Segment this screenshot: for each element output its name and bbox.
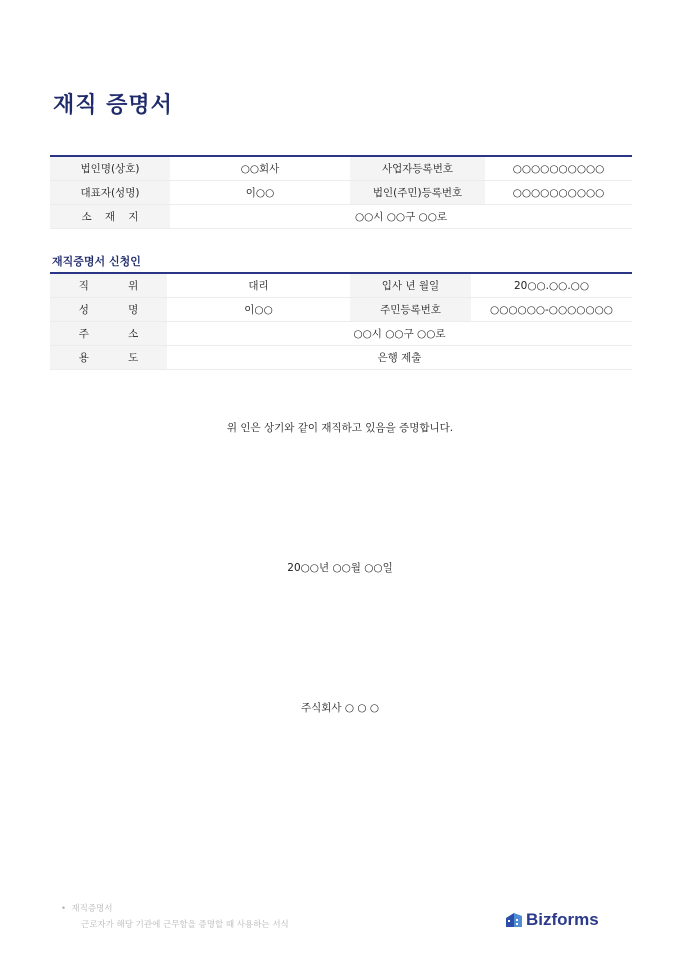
issue-date: 20○○년 ○○월 ○○일 [287, 562, 393, 574]
footer-doc-name: 재직증명서 [71, 904, 113, 914]
table-row [50, 156, 632, 181]
document-title: 재직 증명서 [53, 93, 173, 118]
footer-description: 근로자가 해당 기관에 근무함을 증명할 때 사용하는 서식 [81, 920, 289, 930]
name-label: 성 명 [50, 298, 167, 322]
brand-name: Bizforms [526, 910, 599, 929]
table-row [50, 181, 632, 205]
applicant-heading: 재직증명서 신청인 [52, 255, 141, 268]
id-number-label: 주민등록번호 [350, 298, 471, 322]
purpose-label: 용 도 [50, 346, 167, 370]
ceo-label: 대표자(성명) [50, 181, 170, 205]
id-number-value: ○○○○○○-○○○○○○○ [471, 298, 632, 322]
position-label: 직 위 [50, 273, 167, 298]
footer-note [61, 901, 289, 933]
issuing-company: 주식회사 ○ ○ ○ [300, 702, 380, 714]
applicant-address-label: 주 소 [50, 322, 167, 346]
corp-reg-value: ○○○○○○○○○○ [485, 181, 632, 205]
table-row [50, 273, 632, 298]
address-value: ○○시 ○○구 ○○로 [170, 205, 632, 229]
corp-name-value: ○○회사 [170, 156, 350, 181]
purpose-value: 은행 제출 [167, 346, 632, 370]
biz-reg-value: ○○○○○○○○○○ [485, 156, 632, 181]
table-row [50, 322, 632, 346]
join-date-label: 입사 년 월일 [350, 273, 471, 298]
company-info-table [50, 155, 632, 229]
bullet-icon: • [61, 904, 67, 914]
building-icon [505, 912, 523, 928]
name-value: 이○○ [167, 298, 350, 322]
table-row [50, 298, 632, 322]
certification-statement: 위 인은 상기와 같이 재직하고 있음을 증명합니다. [226, 422, 454, 434]
corp-reg-label: 법인(주민)등록번호 [350, 181, 485, 205]
applicant-address-value: ○○시 ○○구 ○○로 [167, 322, 632, 346]
biz-reg-label: 사업자등록번호 [350, 156, 485, 181]
corp-name-label: 법인명(상호) [50, 156, 170, 181]
join-date-value: 20○○.○○.○○ [471, 273, 632, 298]
ceo-value: 이○○ [170, 181, 350, 205]
applicant-table [50, 272, 632, 370]
table-row [50, 205, 632, 229]
bizforms-logo [505, 910, 599, 930]
address-label: 소 재 지 [50, 205, 170, 229]
position-value: 대리 [167, 273, 350, 298]
table-row [50, 346, 632, 370]
